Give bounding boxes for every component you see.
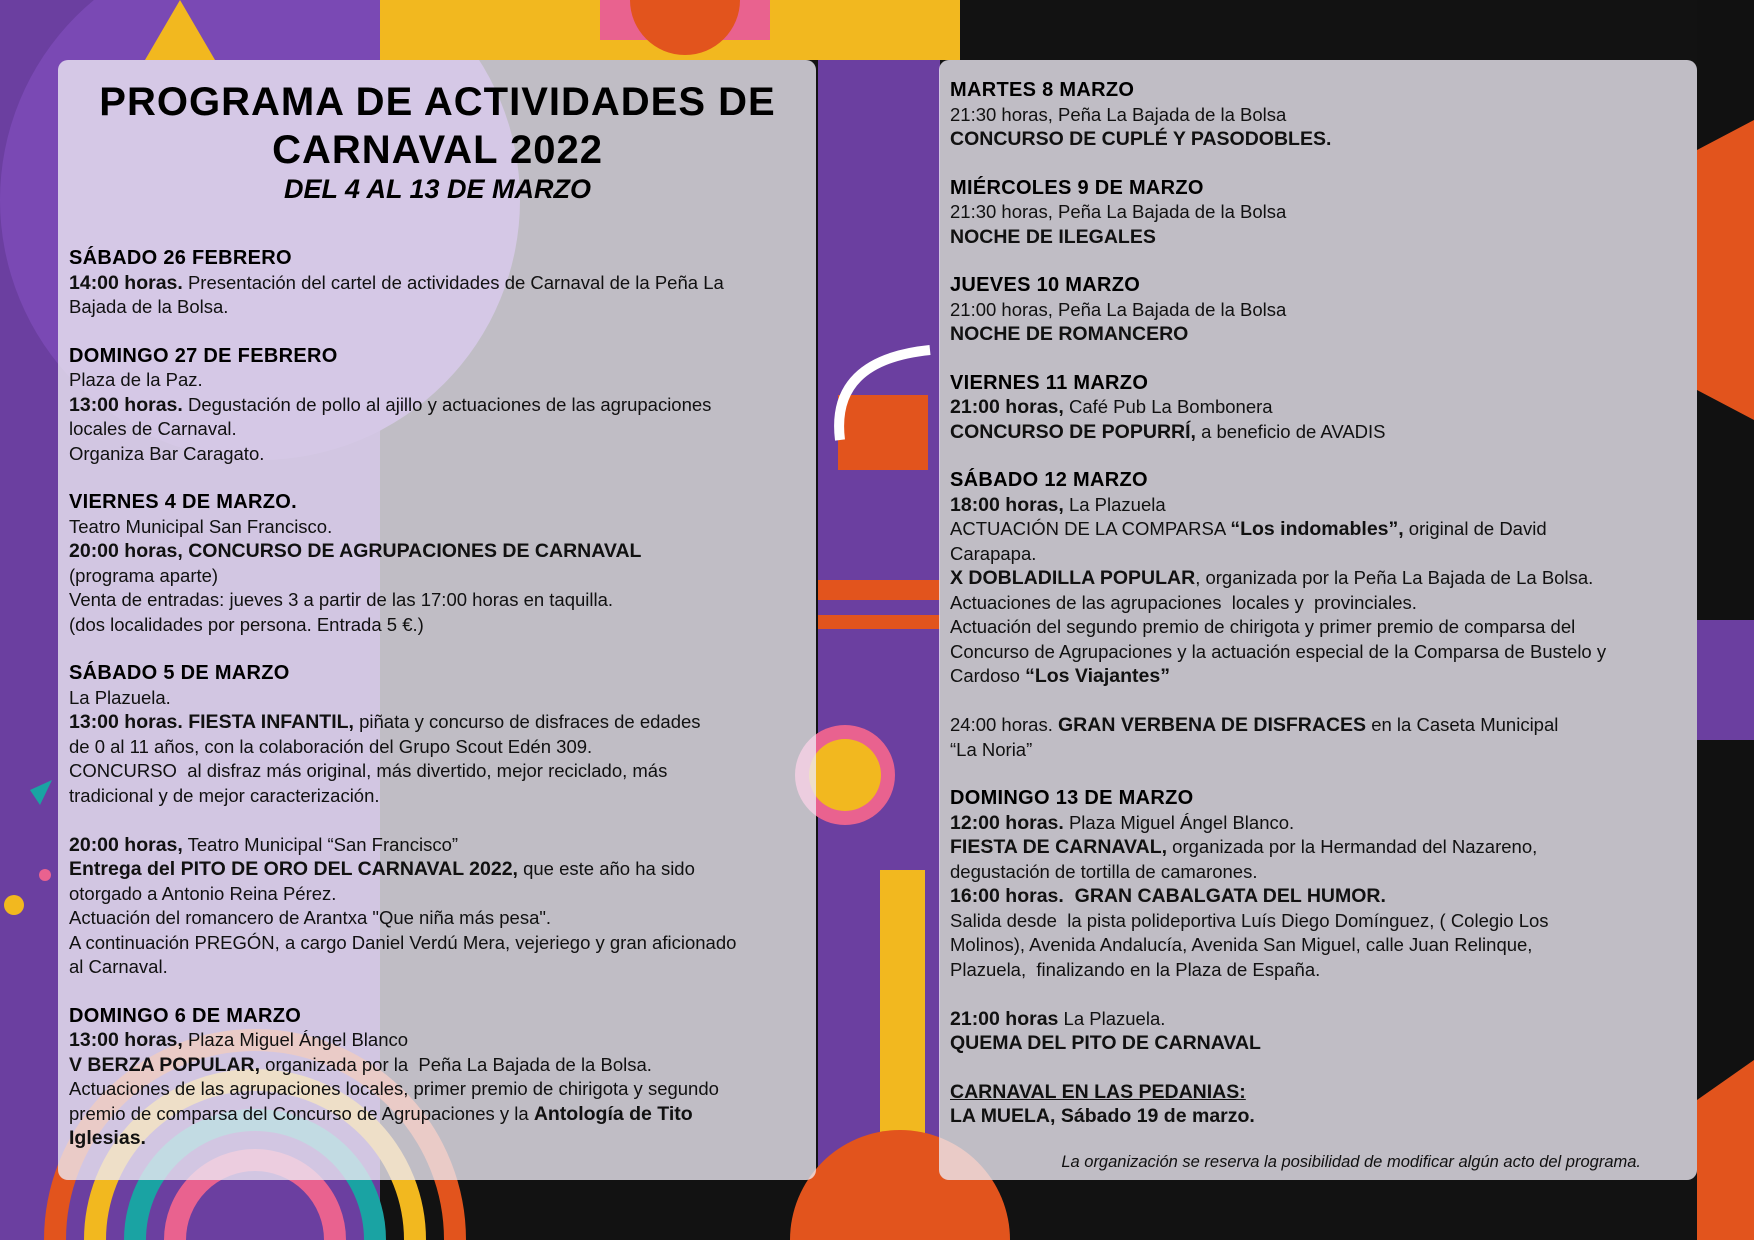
event-text (950, 690, 955, 711)
event-text (950, 983, 955, 1004)
schedule-day (69, 490, 806, 637)
event-text: 21:00 horas, Peña La Bajada de la Bolsa (950, 298, 1287, 320)
event-text: Actuaciones de las agrupaciones locales y provinciales. (950, 591, 1417, 613)
event-text: Plaza de la Paz. (69, 369, 203, 390)
event-line (950, 566, 1681, 591)
program-panel-right (939, 60, 1697, 1180)
day-heading: DOMINGO 27 DE FEBRERO (69, 344, 338, 367)
event-text: Cardoso (950, 665, 1026, 686)
event-line (950, 884, 1681, 909)
event-text: Salida desde la pista polideportiva Luís Diego Domínguez, ( Colegio Los (950, 909, 1549, 931)
event-text: Teatro Municipal “San Francisco” (182, 833, 459, 855)
event-text (69, 809, 74, 830)
event-line (69, 1102, 806, 1127)
event-text: Concurso de Agrupaciones y la actuación especial de la Comparsa de Bustelo y (950, 640, 1607, 662)
event-text: al Carnaval. (69, 956, 168, 977)
event-line (950, 713, 1681, 738)
event-text-bold: 13:00 horas. (69, 393, 183, 416)
event-line (950, 517, 1681, 542)
event-line (950, 1080, 1681, 1105)
event-line (69, 515, 806, 540)
event-text-bold: FIESTA DE CARNAVAL, (950, 836, 1168, 858)
title-line-1: PROGRAMA DE ACTIVIDADES DE (99, 80, 776, 124)
event-text-bold: CONCURSO DE POPURRÍ, (950, 420, 1196, 443)
event-text: Degustación de pollo al ajillo y actuaciones de las agrupaciones (182, 393, 712, 415)
event-text: Plaza Miguel Ángel Blanco. (1063, 811, 1295, 833)
event-text: Actuaciones de las agrupaciones locales, primer premio de chirigota y segundo (69, 1078, 719, 1099)
day-heading: SÁBADO 12 MARZO (950, 469, 1148, 491)
event-line (950, 395, 1681, 420)
event-line (69, 271, 806, 296)
event-text-bold: NOCHE DE ILEGALES (950, 225, 1156, 248)
event-line (69, 882, 806, 907)
event-text: piñata y concurso de disfraces de edades (353, 711, 701, 732)
event-line (950, 103, 1681, 128)
event-text-bold: CARNAVAL EN LAS PEDANIAS: (950, 1080, 1246, 1103)
schedule-day (950, 786, 1681, 1056)
day-heading: DOMINGO 6 DE MARZO (69, 1004, 302, 1027)
event-line (950, 811, 1681, 836)
schedule-day (950, 176, 1681, 250)
event-text-bold: 13:00 horas. FIESTA INFANTIL, (69, 711, 354, 733)
schedule-day (69, 246, 806, 320)
event-line (69, 686, 806, 711)
event-text: otorgado a Antonio Reina Pérez. (69, 882, 337, 904)
event-text: locales de Carnaval. (69, 418, 237, 439)
event-text-bold: Entrega del PITO DE ORO DEL CARNAVAL 2022, (69, 858, 518, 880)
event-text: Plaza Miguel Ángel Blanco (182, 1029, 409, 1050)
event-text: 21:30 horas, Peña La Bajada de la Bolsa (950, 103, 1287, 125)
day-heading: SÁBADO 26 FEBRERO (69, 247, 292, 269)
event-text: organizada por la Hermandad del Nazareno, (1167, 836, 1538, 857)
event-line (69, 442, 806, 467)
event-line (69, 931, 806, 956)
event-text: La Plazuela. (69, 686, 171, 708)
event-line (69, 710, 806, 735)
event-line (950, 322, 1681, 347)
event-line (69, 1028, 806, 1053)
event-text-bold: 13:00 horas, (69, 1029, 183, 1051)
event-text: Molinos), Avenida Andalucía, Avenida San Miguel, calle Juan Relinque, (950, 934, 1533, 955)
event-text-bold: 14:00 horas. (69, 271, 183, 294)
event-text-bold: 20:00 horas, (69, 833, 183, 856)
event-line (69, 588, 806, 613)
event-text-bold: 18:00 horas, (950, 493, 1064, 516)
event-text: que este año ha sido (517, 858, 695, 879)
event-line (950, 1104, 1681, 1129)
event-line (950, 127, 1681, 152)
event-line (69, 784, 806, 809)
day-heading: MARTES 8 MARZO (950, 79, 1135, 101)
day-heading: MIÉRCOLES 9 DE MARZO (950, 176, 1204, 199)
event-line (69, 1077, 806, 1102)
event-text-bold: X DOBLADILLA POPULAR (950, 567, 1196, 589)
schedule-day (69, 344, 806, 467)
event-line (950, 860, 1681, 885)
event-line (950, 225, 1681, 250)
event-text: de 0 al 11 años, con la colaboración del Grupo Scout Edén 309. (69, 735, 593, 757)
event-text: 24:00 horas. (950, 714, 1058, 735)
event-text: Café Pub La Bombonera (1063, 396, 1273, 417)
event-text: La Plazuela (1063, 493, 1166, 515)
event-text-bold: “Los Viajantes” (1025, 665, 1170, 687)
event-text-bold: LA MUELA, Sábado 19 de marzo. (950, 1105, 1255, 1127)
schedule-day (950, 468, 1681, 762)
day-heading: SÁBADO 5 DE MARZO (69, 662, 290, 684)
event-line (950, 542, 1681, 567)
left-schedule (69, 246, 806, 1151)
event-line (950, 1031, 1681, 1056)
event-line (69, 417, 806, 442)
event-line (950, 420, 1681, 445)
event-line (69, 955, 806, 980)
event-text-bold: GRAN VERBENA DE DISFRACES (1058, 714, 1367, 736)
event-line (950, 1007, 1681, 1032)
event-text: La Plazuela. (1058, 1007, 1166, 1029)
day-heading: DOMINGO 13 DE MARZO (950, 787, 1194, 809)
event-line (950, 689, 1681, 714)
event-text-bold: NOCHE DE ROMANCERO (950, 323, 1189, 345)
date-range-subtitle: DEL 4 AL 13 DE MARZO (283, 174, 592, 204)
event-text: en la Caseta Municipal (1366, 714, 1559, 735)
event-line (950, 982, 1681, 1007)
event-text-bold: “Los indomables”, (1230, 518, 1404, 540)
event-line (69, 295, 806, 320)
event-line (950, 909, 1681, 934)
day-heading: JUEVES 10 MARZO (950, 274, 1141, 296)
day-heading: VIERNES 4 DE MARZO. (69, 491, 297, 513)
event-text-bold: 12:00 horas. (950, 811, 1064, 834)
event-line (950, 298, 1681, 323)
event-text: Teatro Municipal San Francisco. (69, 515, 333, 537)
event-text: Organiza Bar Caragato. (69, 442, 265, 464)
event-text: 21:30 horas, Peña La Bajada de la Bolsa (950, 201, 1287, 222)
event-text: Actuación del romancero de Arantxa "Que niña más pesa". (69, 907, 552, 928)
event-text: , organizada por la Peña La Bajada de La Bolsa. (1195, 567, 1594, 588)
event-text-bold: 21:00 horas, (950, 396, 1064, 418)
event-text: (programa aparte) (69, 564, 219, 586)
event-line (950, 835, 1681, 860)
event-text-bold: QUEMA DEL PITO DE CARNAVAL (950, 1032, 1261, 1054)
event-line (69, 857, 806, 882)
schedule-day (950, 1080, 1681, 1129)
event-text: A continuación PREGÓN, a cargo Daniel Verdú Mera, vejeriego y gran aficionado (69, 931, 737, 953)
event-text: CONCURSO al disfraz más original, más divertido, mejor reciclado, más (69, 760, 668, 781)
event-line (69, 1053, 806, 1078)
event-line (69, 808, 806, 833)
right-schedule (950, 78, 1681, 1129)
event-line (950, 200, 1681, 225)
event-line (69, 759, 806, 784)
event-text: a beneficio de AVADIS (1195, 420, 1386, 442)
event-line (69, 368, 806, 393)
event-text-bold: V BERZA POPULAR, (69, 1053, 261, 1076)
event-line (950, 615, 1681, 640)
event-text: Actuación del segundo premio de chirigota y primer premio de comparsa del (950, 616, 1576, 637)
event-text: Plazuela, finalizando en la Plaza de España. (950, 958, 1321, 980)
event-line (69, 564, 806, 589)
event-text: organizada por la Peña La Bajada de la Bolsa. (260, 1053, 652, 1075)
event-text-bold: Iglesias. (69, 1127, 146, 1149)
title-line-2: CARNAVAL 2022 (272, 128, 603, 172)
event-line (69, 613, 806, 638)
event-text: (dos localidades por persona. Entrada 5 €.) (69, 613, 424, 635)
event-text: tradicional y de mejor caracterización. (69, 784, 380, 806)
event-text-bold: 21:00 horas (950, 1007, 1059, 1030)
event-line (69, 539, 806, 564)
event-line (950, 738, 1681, 763)
event-line (950, 664, 1681, 689)
footer-note: La organización se reserva la posibilidad de modificar algún acto del programa. (1061, 1152, 1641, 1171)
event-text: “La Noria” (950, 738, 1033, 760)
event-line (950, 591, 1681, 616)
event-line (950, 640, 1681, 665)
event-line (69, 735, 806, 760)
event-line (950, 958, 1681, 983)
event-text: degustación de tortilla de camarones. (950, 860, 1258, 882)
event-text-bold: Antología de Tito (533, 1102, 693, 1125)
event-text: premio de comparsa del Concurso de Agrupaciones y la (69, 1102, 534, 1124)
schedule-day (69, 1004, 806, 1151)
schedule-day (950, 273, 1681, 347)
schedule-day (69, 661, 806, 980)
schedule-day (950, 78, 1681, 152)
event-text: Venta de entradas: jueves 3 a partir de las 17:00 horas en taquilla. (69, 589, 614, 610)
event-line (950, 493, 1681, 518)
event-line (69, 393, 806, 418)
event-text: original de David (1403, 518, 1547, 539)
event-text-bold: CONCURSO DE CUPLÉ Y PASODOBLES. (950, 128, 1332, 150)
day-heading: VIERNES 11 MARZO (950, 371, 1149, 394)
page-title (69, 78, 806, 174)
event-line (950, 933, 1681, 958)
event-text-bold: 20:00 horas, CONCURSO DE AGRUPACIONES DE CARNAVAL (69, 540, 642, 562)
event-text-bold: 16:00 horas. GRAN CABALGATA DEL HUMOR. (950, 885, 1386, 907)
event-text: Presentación del cartel de actividades de Carnaval de la Peña La (182, 271, 724, 293)
event-line (69, 906, 806, 931)
event-text: Bajada de la Bolsa. (69, 296, 229, 317)
schedule-day (950, 371, 1681, 445)
event-text: Carapapa. (950, 542, 1037, 564)
program-panel-left (58, 60, 816, 1180)
event-line (69, 833, 806, 858)
event-line (69, 1126, 806, 1151)
event-text: ACTUACIÓN DE LA COMPARSA (950, 518, 1231, 539)
